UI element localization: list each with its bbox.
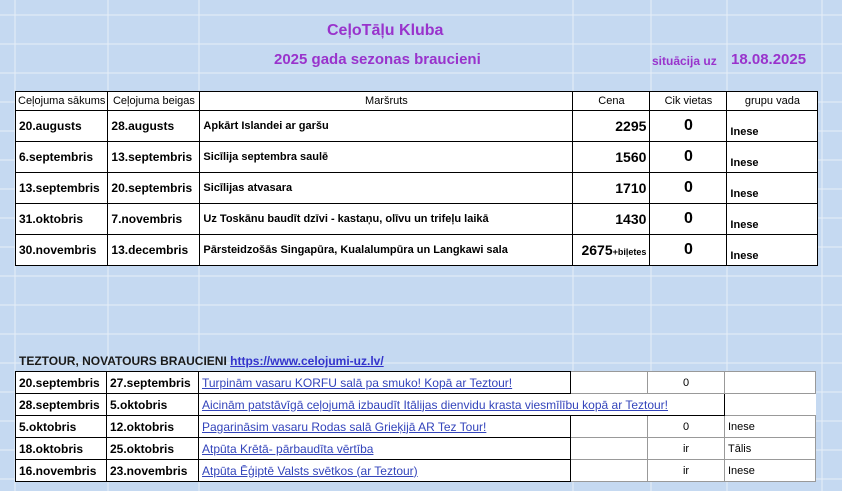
cell-end[interactable]: 12.oktobris — [107, 416, 199, 438]
table-row — [16, 438, 816, 460]
col-header-seats[interactable]: Cik vietas — [650, 92, 727, 111]
cell-seats[interactable]: 0 — [648, 416, 725, 438]
cell-end[interactable]: 28.augusts — [108, 111, 200, 142]
cell-seats[interactable]: 0 — [650, 111, 727, 142]
col-header-price[interactable]: Cena — [573, 92, 650, 111]
cell-start[interactable]: 16.novembris — [16, 460, 107, 482]
col-header-end[interactable]: Ceļojuma beigas — [108, 92, 200, 111]
cell-start[interactable]: 6.septembris — [16, 142, 108, 173]
table-header-row — [16, 92, 818, 111]
page-title: CeļoTāļu Kluba — [327, 22, 444, 39]
cell-seats[interactable]: 0 — [650, 142, 727, 173]
price-value: 2295 — [615, 118, 647, 134]
cell-seats[interactable]: ir — [648, 460, 725, 482]
cell-start[interactable]: 20.augusts — [16, 111, 108, 142]
cell-end[interactable]: 13.decembris — [108, 235, 200, 266]
cell-end[interactable]: 20.septembris — [108, 173, 200, 204]
cell-leader[interactable]: Inese — [725, 416, 816, 438]
cell-route[interactable] — [199, 394, 725, 416]
cell-leader[interactable]: Inese — [727, 173, 818, 204]
cell-route[interactable]: Pārsteidzošās Singapūra, Kualalumpūra un Langkawi sala — [200, 235, 573, 266]
cell-route[interactable] — [199, 438, 571, 460]
cell-leader[interactable]: Inese — [727, 111, 818, 142]
table-row — [16, 394, 816, 416]
cell-leader[interactable]: Inese — [725, 460, 816, 482]
cell-route[interactable] — [199, 460, 571, 482]
trip-link[interactable]: Pagarināsim vasaru Rodas salā Grieķijā AR Tez Tour! — [202, 419, 487, 434]
cell-price[interactable] — [571, 416, 648, 438]
cell-start[interactable]: 13.septembris — [16, 173, 108, 204]
cell-end[interactable]: 13.septembris — [108, 142, 200, 173]
cell-start[interactable]: 31.oktobris — [16, 204, 108, 235]
cell-price[interactable] — [573, 235, 650, 266]
cell-start[interactable]: 28.septembris — [16, 394, 107, 416]
cell-seats[interactable]: 0 — [650, 204, 727, 235]
tour-operators-label — [19, 354, 384, 368]
price-value: 1560 — [615, 149, 647, 165]
cell-end[interactable]: 23.novembris — [107, 460, 199, 482]
table-row — [16, 460, 816, 482]
cell-price[interactable] — [573, 204, 650, 235]
cell-leader[interactable]: Inese — [727, 235, 818, 266]
cell-leader[interactable]: Tālis — [725, 438, 816, 460]
cell-start[interactable]: 20.septembris — [16, 372, 107, 394]
cell-route[interactable]: Uz Toskānu baudīt dzīvi - kastaņu, olīvu un trifeļu laikā — [200, 204, 573, 235]
tour-operators-text: TEZTOUR, NOVATOURS BRAUCIENI — [19, 354, 231, 368]
trip-link[interactable]: Atpūta Ēģiptē Valsts svētkos (ar Teztour) — [202, 463, 418, 478]
cell-end[interactable]: 27.septembris — [107, 372, 199, 394]
cell-end[interactable]: 5.oktobris — [107, 394, 199, 416]
trip-link[interactable]: Aicinām patstāvīgā ceļojumā izbaudīt Itālijas dienvidu krasta viesmīlību kopā ar Teztour! — [202, 397, 669, 412]
cell-start[interactable]: 5.oktobris — [16, 416, 107, 438]
cell-price[interactable] — [571, 460, 648, 482]
operator-trips-table — [15, 371, 816, 482]
cell-end[interactable]: 7.novembris — [108, 204, 200, 235]
page-subtitle: 2025 gada sezonas braucieni — [274, 51, 481, 68]
table-row — [16, 111, 818, 142]
cell-seats[interactable]: 0 — [650, 235, 727, 266]
cell-price[interactable] — [573, 111, 650, 142]
price-value: 2675 — [581, 242, 613, 258]
situation-date: 18.08.2025 — [731, 51, 807, 68]
cell-route[interactable]: Sicīlijas atvasara — [200, 173, 573, 204]
table-row — [16, 416, 816, 438]
club-trips-table — [15, 91, 818, 266]
table-row — [16, 204, 818, 235]
cell-leader[interactable] — [725, 372, 816, 394]
situation-label: situācija uz — [652, 54, 717, 68]
cell-end[interactable]: 25.oktobris — [107, 438, 199, 460]
cell-start[interactable]: 30.novembris — [16, 235, 108, 266]
cell-route[interactable] — [199, 372, 571, 394]
col-header-route[interactable]: Maršruts — [200, 92, 573, 111]
cell-seats[interactable]: 0 — [648, 372, 725, 394]
price-value: 1430 — [615, 211, 647, 227]
cell-price[interactable] — [573, 173, 650, 204]
price-note: +biļetes — [612, 247, 647, 257]
cell-start[interactable]: 18.oktobris — [16, 438, 107, 460]
trip-link[interactable]: Atpūta Krētā- pārbaudīta vērtība — [202, 441, 374, 456]
cell-route[interactable]: Apkārt Islandei ar garšu — [200, 111, 573, 142]
cell-leader[interactable] — [725, 394, 816, 416]
tour-operators-link[interactable]: https://www.celojumi-uz.lv/ — [230, 354, 384, 368]
table-row — [16, 173, 818, 204]
cell-price[interactable] — [571, 438, 648, 460]
cell-seats[interactable]: ir — [648, 438, 725, 460]
cell-leader[interactable]: Inese — [727, 204, 818, 235]
trip-link[interactable]: Turpinām vasaru KORFU salā pa smuko! Kopā ar Teztour! — [202, 375, 513, 390]
table-row — [16, 142, 818, 173]
col-header-start[interactable]: Ceļojuma sākums — [16, 92, 108, 111]
cell-seats[interactable]: 0 — [650, 173, 727, 204]
cell-route[interactable]: Sicīlija septembra saulē — [200, 142, 573, 173]
table-row — [16, 372, 816, 394]
price-value: 1710 — [615, 180, 647, 196]
cell-price[interactable] — [573, 142, 650, 173]
cell-route[interactable] — [199, 416, 571, 438]
cell-leader[interactable]: Inese — [727, 142, 818, 173]
cell-price[interactable] — [571, 372, 648, 394]
table-row — [16, 235, 818, 266]
col-header-leader[interactable]: grupu vada — [727, 92, 818, 111]
